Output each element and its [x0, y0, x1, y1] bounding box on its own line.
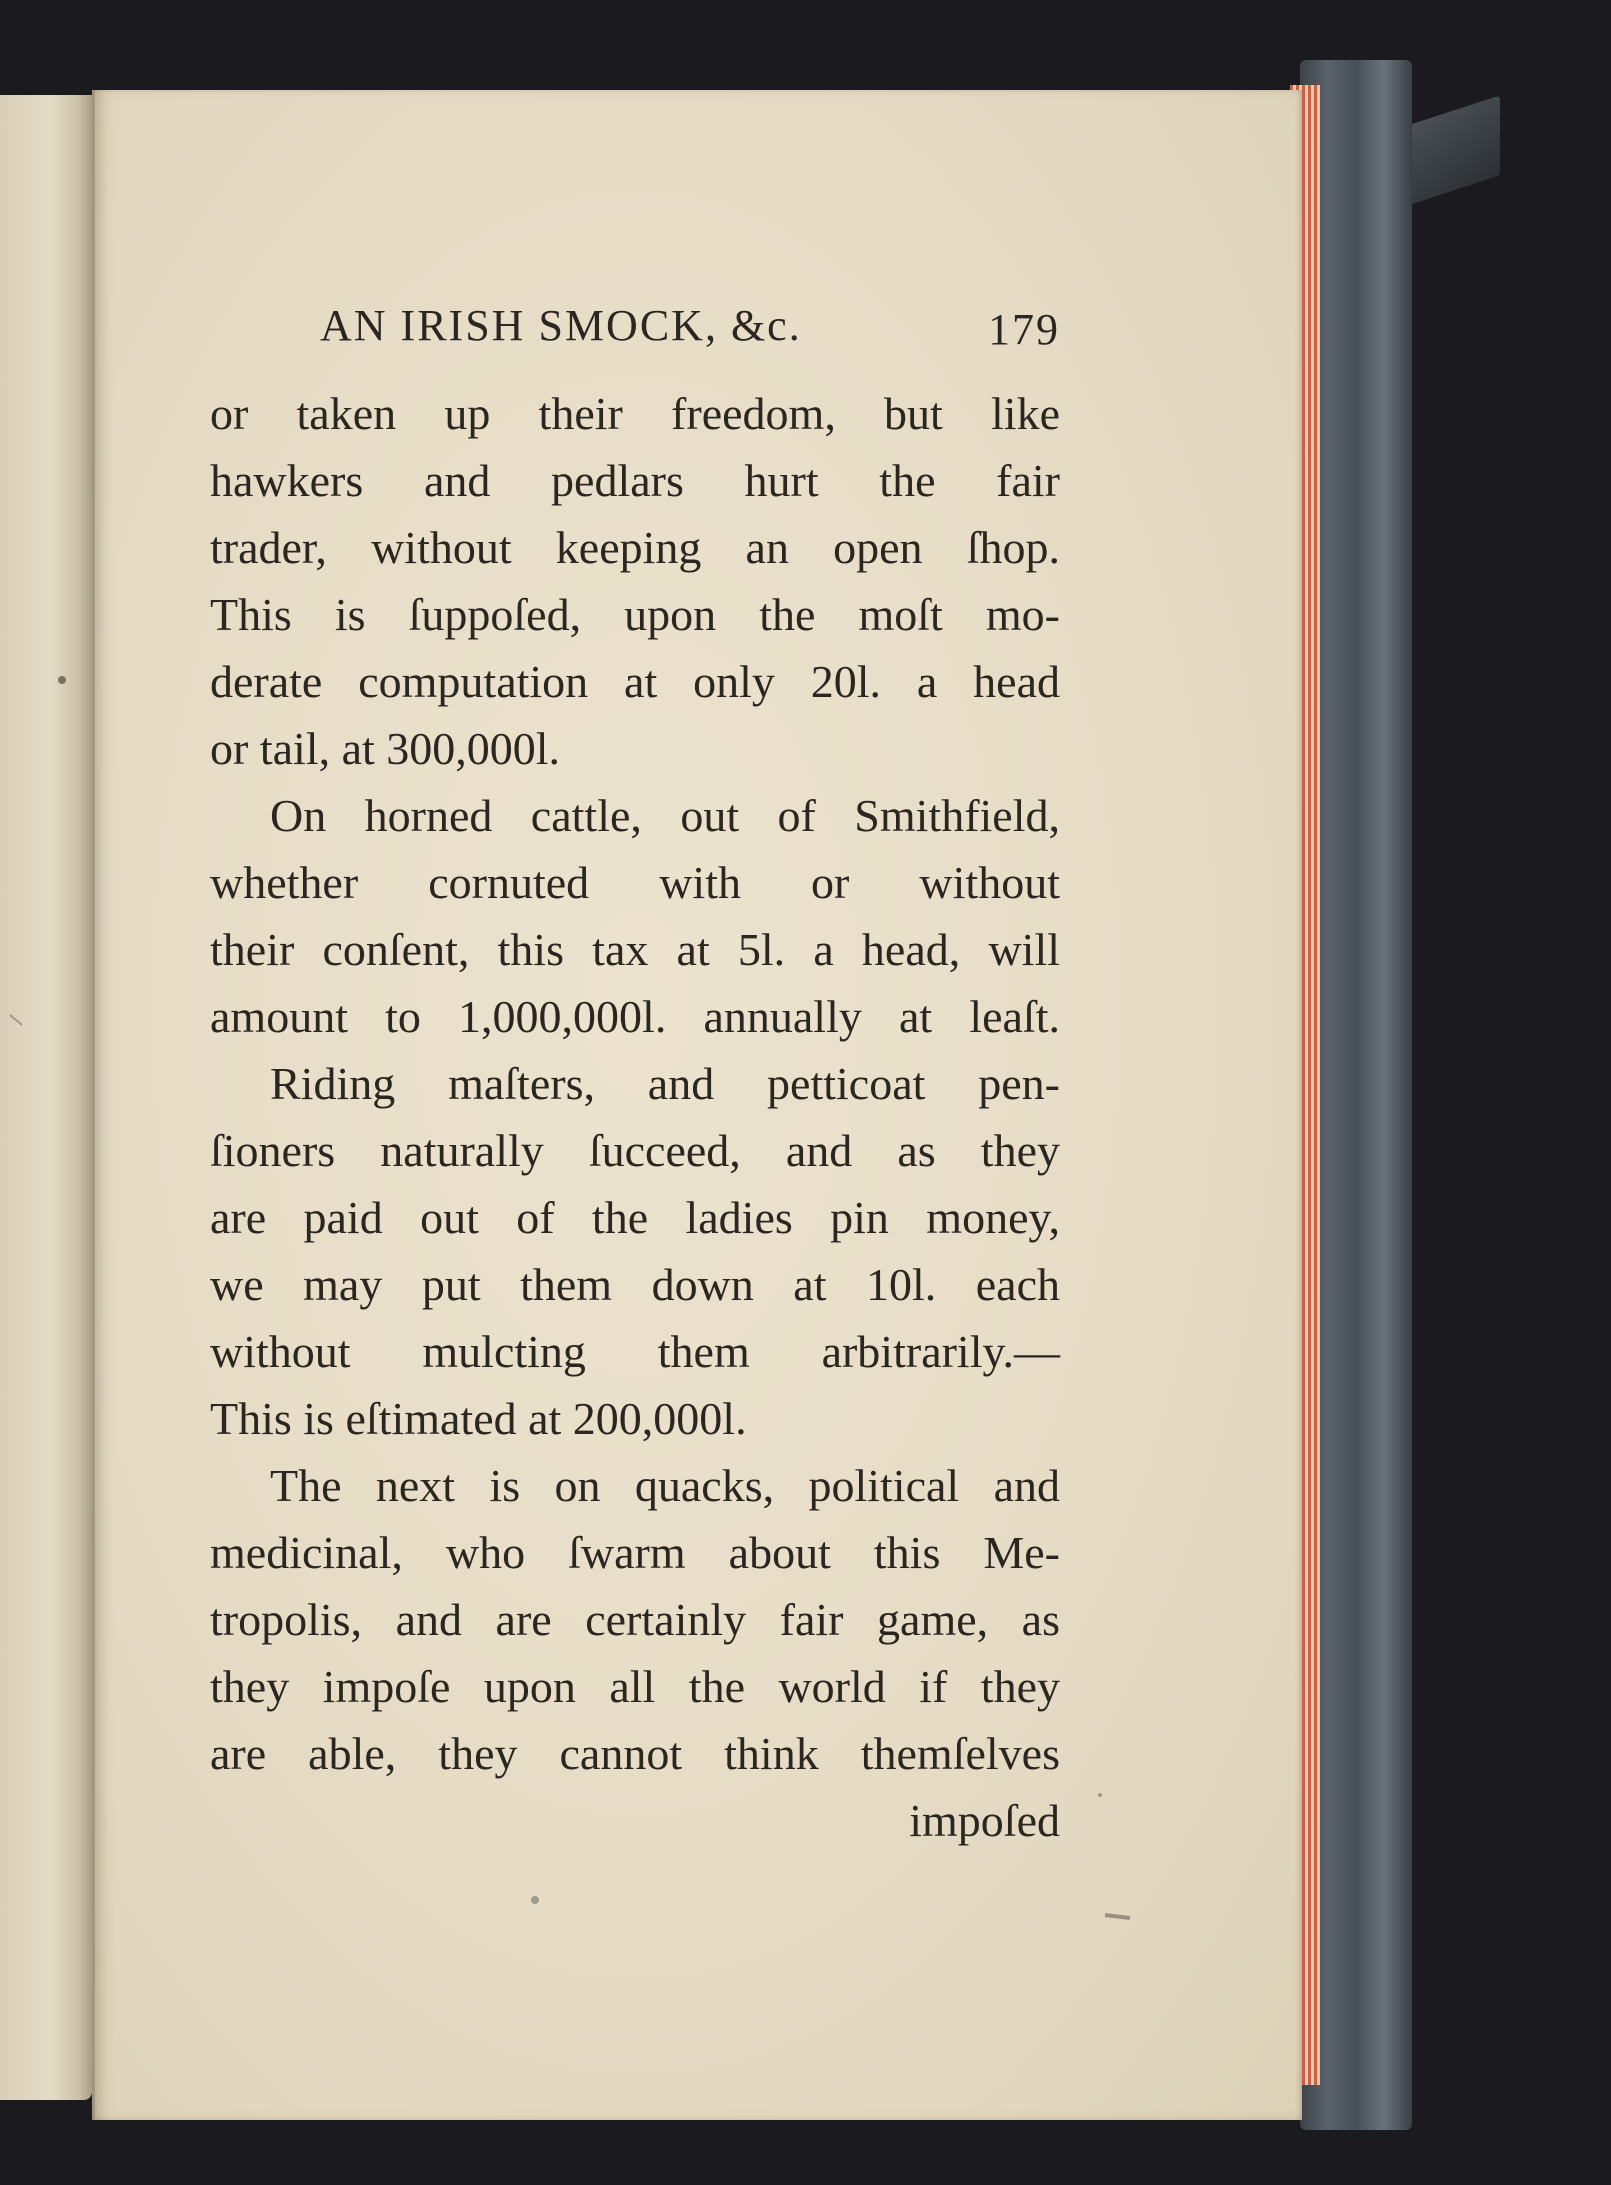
cover-flap	[1410, 95, 1500, 204]
catchword: impoſed	[909, 1795, 1060, 1846]
text-line: medicinal, who ſwarm about this Me-	[210, 1527, 1060, 1578]
text-line: amount to 1,000,000l. annually at leaſt.	[210, 991, 1060, 1042]
text-line: On horned cattle, out of Smithfield,	[270, 790, 1060, 841]
text-line: they impoſe upon all the world if they	[210, 1661, 1060, 1712]
previous-page-edge	[0, 95, 92, 2100]
text-line: or tail, at 300,000l.	[210, 723, 561, 774]
text-line: This is eſtimated at 200,000l.	[210, 1393, 747, 1444]
text-line: tropolis, and are certainly fair game, as	[210, 1594, 1060, 1645]
text-line: are paid out of the ladies pin money,	[210, 1192, 1060, 1243]
text-line: whether cornuted with or without	[210, 857, 1060, 908]
header-title: AN IRISH SMOCK, &c.	[320, 301, 802, 350]
text-line: are able, they cannot think themſelves	[210, 1728, 1060, 1779]
text-line: or taken up their freedom, but like	[210, 388, 1060, 439]
text-line: Riding maſters, and petticoat pen-	[270, 1058, 1060, 1109]
text-line: we may put them down at 10l. each	[210, 1259, 1060, 1310]
text-line: without mulcting them arbitrarily.—	[210, 1326, 1060, 1377]
text-line: their conſent, this tax at 5l. a head, will	[210, 924, 1060, 975]
text-line: trader, without keeping an open ſhop.	[210, 522, 1060, 573]
text-line: ſioners naturally ſucceed, and as they	[210, 1125, 1060, 1176]
page-number: 179	[988, 305, 1060, 354]
text-line: The next is on quacks, political and	[270, 1460, 1060, 1511]
text-line: This is ſuppoſed, upon the moſt mo-	[210, 589, 1060, 640]
text-line: derate computation at only 20l. a head	[210, 656, 1060, 707]
running-header	[210, 300, 1060, 380]
text-line: hawkers and pedlars hurt the fair	[210, 455, 1060, 506]
page-gutter	[92, 90, 95, 2120]
page-text	[210, 300, 1060, 1854]
